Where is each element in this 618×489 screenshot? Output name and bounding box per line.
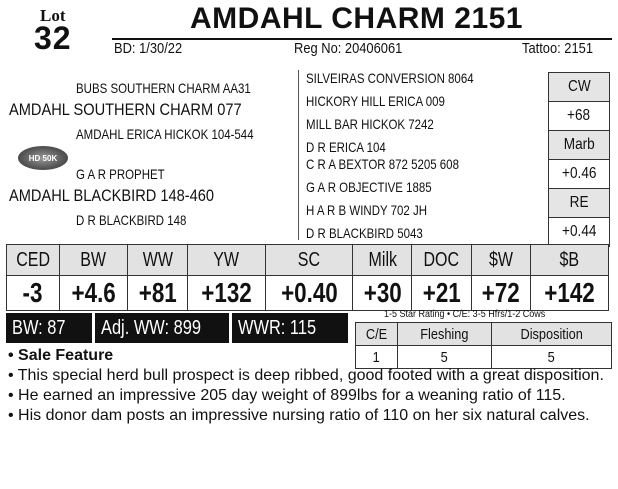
epd-header: YW: [187, 245, 265, 276]
epd-header: SC: [265, 245, 353, 276]
carcass-value-cw: +68: [549, 102, 609, 131]
lot-number: 32: [34, 20, 72, 56]
tattoo: Tattoo: 2151: [522, 40, 594, 57]
animal-name: AMDAHL CHARM 2151: [190, 2, 523, 35]
lot-label: Lot: [40, 6, 66, 25]
pedigree-right-line: D R ERICA 104: [306, 139, 386, 155]
rating-header: Disposition: [491, 323, 611, 346]
epd-header: WW: [128, 245, 187, 276]
actuals-bar: [6, 313, 348, 343]
pedigree-right-line: G A R OBJECTIVE 1885: [306, 179, 432, 195]
carcass-value-marb: +0.46: [549, 160, 609, 189]
note-bullet: • His donor dam posts an impressive nursing ratio of 110 on her six natural calves.: [8, 407, 590, 424]
epd-header-row: [7, 245, 609, 276]
pedigree-right-line: SILVEIRAS CONVERSION 8064: [306, 70, 474, 86]
pedigree-divider: [298, 70, 299, 240]
epd-header: CED: [7, 245, 60, 276]
epd-value: +0.40: [265, 276, 353, 311]
pedigree-dam: AMDAHL BLACKBIRD 148-460: [9, 186, 215, 205]
pedigree-right-line: C R A BEXTOR 872 5205 608: [306, 156, 459, 172]
rating-value: 5: [398, 346, 491, 369]
hd50k-badge: HD 50K: [18, 146, 68, 170]
note-bullet: • This special herd bull prospect is deep ribbed, good footed with a great disposition.: [8, 367, 604, 384]
rating-header-row: [356, 323, 612, 346]
pedigree-dam-sire: G A R PROPHET: [76, 166, 165, 182]
carcass-label-cw: CW: [549, 73, 609, 102]
epd-value: +72: [471, 276, 530, 311]
pedigree-dam-dam: D R BLACKBIRD 148: [76, 212, 187, 228]
weaning-weight-ratio: WWR: 115: [237, 316, 316, 339]
epd-table: [6, 244, 609, 311]
epd-value: +142: [530, 276, 608, 311]
rating-value: 1: [356, 346, 398, 369]
star-rating-note: 1-5 Star Rating • C/E: 3-5 Hfrs/1-2 Cows: [384, 309, 546, 320]
adjusted-weaning-weight: Adj. WW: 899: [101, 316, 202, 339]
carcass-label-marb: Marb: [549, 131, 609, 160]
epd-value: -3: [7, 276, 60, 311]
epd-value: +81: [128, 276, 187, 311]
epd-value: +132: [187, 276, 265, 311]
epd-header: BW: [59, 245, 128, 276]
rating-header: C/E: [356, 323, 398, 346]
pedigree-right-line: MILL BAR HICKOK 7242: [306, 116, 434, 132]
carcass-epd-box: [548, 72, 610, 247]
pedigree-sire-dam: AMDAHL ERICA HICKOK 104-544: [76, 126, 254, 142]
carcass-value-re: +0.44: [561, 223, 597, 240]
epd-header: $B: [530, 245, 608, 276]
epd-value: +30: [353, 276, 412, 311]
registration-number: Reg No: 20406061: [294, 40, 403, 57]
rating-header: Fleshing: [398, 323, 491, 346]
pedigree-sire-sire: BUBS SOUTHERN CHARM AA31: [76, 80, 251, 96]
sale-feature-heading: • Sale Feature: [8, 347, 114, 364]
rating-value: 5: [491, 346, 611, 369]
epd-value-row: [7, 276, 609, 311]
birth-weight: BW: 87: [12, 316, 66, 339]
pedigree-right-line: D R BLACKBIRD 5043: [306, 225, 423, 241]
pedigree-sire: AMDAHL SOUTHERN CHARM 077: [9, 100, 242, 119]
pedigree-right-line: HICKORY HILL ERICA 009: [306, 93, 445, 109]
epd-value: +4.6: [59, 276, 128, 311]
epd-header: Milk: [353, 245, 412, 276]
carcass-label-re: RE: [549, 189, 609, 218]
note-bullet: • He earned an impressive 205 day weight of 899lbs for a weaning ratio of 115.: [8, 387, 566, 404]
epd-value: +21: [412, 276, 471, 311]
epd-header: DOC: [412, 245, 471, 276]
sale-notes: [8, 346, 608, 426]
birth-date: BD: 1/30/22: [114, 40, 183, 57]
epd-header: $W: [471, 245, 530, 276]
pedigree-right-line: H A R B WINDY 702 JH: [306, 202, 428, 218]
